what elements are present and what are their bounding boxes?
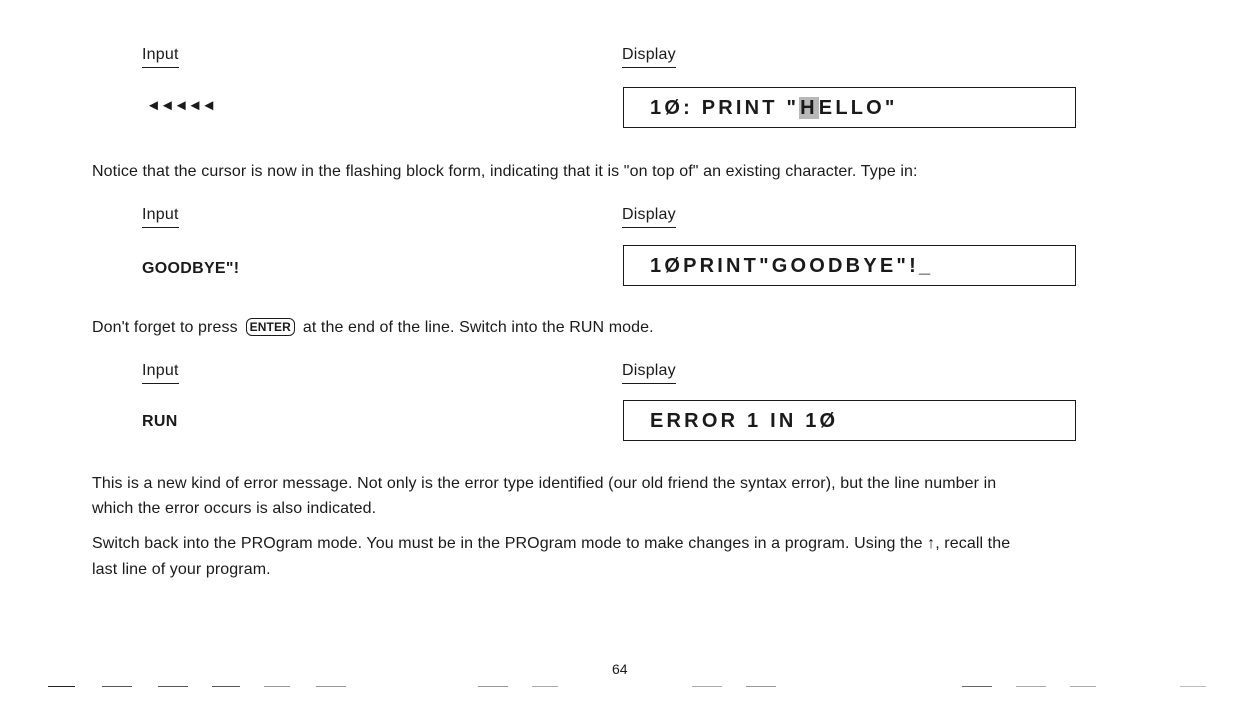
paragraph-program-mode-line2: last line of your program. — [92, 561, 271, 578]
display-header-3: Display — [622, 362, 676, 384]
lcd-text-1 — [650, 96, 898, 120]
input-value-3: RUN — [142, 413, 178, 430]
rule-dash — [102, 686, 132, 687]
paragraph-cursor-notice: Notice that the cursor is now in the flashing block form, indicating that it is "on top of" an existing character. Type in: — [92, 163, 918, 180]
rule-dash — [532, 686, 558, 687]
paragraph-error-message-line1: This is a new kind of error message. Not only is the error type identified (our old friend the syntax error), but the line number in — [92, 475, 997, 492]
flashing-block-cursor: H — [800, 97, 818, 119]
input-value-2: GOODBYE"! — [142, 260, 240, 277]
rule-dash — [692, 686, 722, 687]
lcd-text-2: 1ØPRINT"GOODBYE"!_ — [650, 255, 934, 277]
display-header-1: Display — [622, 46, 676, 68]
rule-dash — [212, 686, 240, 687]
lcd-text-before-cursor: 1Ø: PRINT " — [650, 97, 800, 119]
rule-dash — [478, 686, 508, 687]
rule-dash — [746, 686, 776, 687]
rule-dash — [1016, 686, 1046, 687]
rule-dash — [962, 686, 992, 687]
paragraph-enter-reminder — [92, 315, 654, 340]
page-number: 64 — [612, 661, 628, 677]
display-header-2: Display — [622, 206, 676, 228]
paragraph-error-message-line2: which the error occurs is also indicated. — [92, 500, 377, 517]
lcd-text-3: ERROR 1 IN 1Ø — [650, 410, 839, 432]
left-arrow-keys-icon: ◄◄◄◄◄ — [146, 97, 216, 114]
rule-dash — [316, 686, 346, 687]
input-header-3: Input — [142, 362, 179, 384]
paragraph-enter-after: at the end of the line. Switch into the RUN mode. — [302, 319, 654, 336]
paragraph-program-mode-line1: Switch back into the PROgram mode. You must be in the PROgram mode to make changes in a program. Using the ↑, recall the — [92, 535, 1011, 552]
rule-dash — [264, 686, 290, 687]
input-header-1: Input — [142, 46, 179, 68]
lcd-display-1 — [623, 87, 1076, 128]
input-header-2: Input — [142, 206, 179, 228]
lcd-text-after-cursor: ELLO" — [818, 97, 898, 119]
lcd-display-2 — [623, 245, 1076, 286]
rule-dash — [48, 686, 75, 687]
paragraph-enter-before: Don't forget to press — [92, 319, 238, 336]
rule-dash — [1070, 686, 1096, 687]
enter-key-icon: ENTER — [246, 318, 295, 336]
lcd-display-3 — [623, 400, 1076, 441]
rule-dash — [158, 686, 188, 687]
rule-dash — [1180, 686, 1206, 687]
